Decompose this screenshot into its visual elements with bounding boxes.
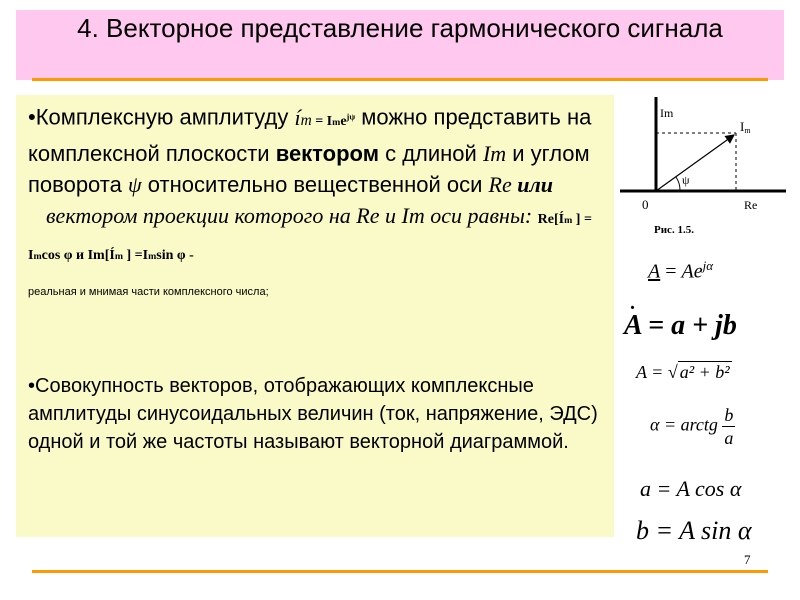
italic-im: Im [482,140,507,166]
im-end: sin φ [156,247,186,263]
formula-imag-part: b = A sin α [636,516,752,545]
footer-divider [32,570,768,573]
vector-diagram-definition: Совокупность векторов, отображающих комплексные амплитуды синусоидальных величин (ток, напряжение, ЭДС) одной и той же частоты называют векторной диаграммой. [28,375,598,453]
subscript-m: m [148,250,157,262]
subscript-m: m [114,250,123,262]
figure-caption: Рис. 1.5. [654,224,694,236]
formula-exponential [648,258,713,284]
italic-re: Re [488,171,512,197]
numerator: b [724,405,734,425]
subscript-m: m [332,116,341,128]
formula-real-part: a = A cos α [640,476,742,501]
text-segment: относительно вещественной оси [141,171,489,197]
formula-radicand: a² + b² [679,362,730,382]
bold-word-vector: вектором [275,140,379,166]
im-mid: ] =I [123,247,149,263]
axis-label-im: Im [660,106,674,120]
formula-magnitude [636,362,732,383]
bullet: • [28,104,36,130]
vector-label-main: I [740,119,745,134]
paragraph-vector-diagram [28,372,608,456]
angle-label: ψ [682,173,690,187]
re-end: cos φ и [41,247,88,263]
fraction [722,404,735,449]
angle-arc [676,177,680,191]
re-label: Re[Í [537,211,565,227]
formula-algebraic-form: A = a + jb [624,310,737,341]
origin-label: 0 [642,197,649,212]
vector-label-sub: m [744,126,751,135]
paragraph-complex-amplitude [28,101,608,303]
italic-projection-text: вектором проекции которого на Re и Im оси равны: [46,202,538,228]
bullet: • [28,375,36,397]
formula-exponent: jα [702,258,714,273]
subscript-m: m [300,111,312,129]
note-real-imaginary: реальная и мнимая части комплексного числа; [28,285,269,298]
title-divider [32,78,768,81]
formula-angle [650,404,735,449]
vector-label [740,119,751,135]
im-label: Im[Í [87,247,115,263]
equation-fragment [312,114,355,129]
symbol-i: í [294,104,301,130]
formula-lhs: A [648,260,661,283]
complex-amplitude-symbol [294,105,311,130]
text-segment: с длиной [378,140,483,166]
exp-base: e [340,113,347,129]
formula-lhs: α = arctg [650,414,718,435]
formula-eq: = [660,260,682,283]
re-mid: ] = I [28,211,592,263]
vector-arrow [656,135,734,191]
italic-psi: ψ [128,171,142,197]
text-segment: и углом поворота [28,140,590,197]
dash: - [185,247,194,263]
denominator: a [724,428,734,448]
text-segment: можно представить на комплексной плоскости [28,104,592,166]
eq-part: = I [311,113,333,129]
bold-italic-or: или [511,171,553,197]
complex-plane-diagram [618,95,788,255]
formula-dot: . [630,292,635,314]
sqrt-icon: √ [667,362,678,382]
formula-lhs: A = [636,362,668,382]
page-number: 7 [744,552,751,567]
subscript-m: m [33,250,42,262]
axis-label-re: Re [744,198,758,212]
subscript-m: m [564,214,573,226]
formula-rhs: Ae [681,260,703,283]
exp-power: jψ [346,112,356,121]
text-segment: Комплексную амплитуду [35,104,295,130]
slide-title: 4. Векторное представление гармонического сигнала [77,13,723,43]
